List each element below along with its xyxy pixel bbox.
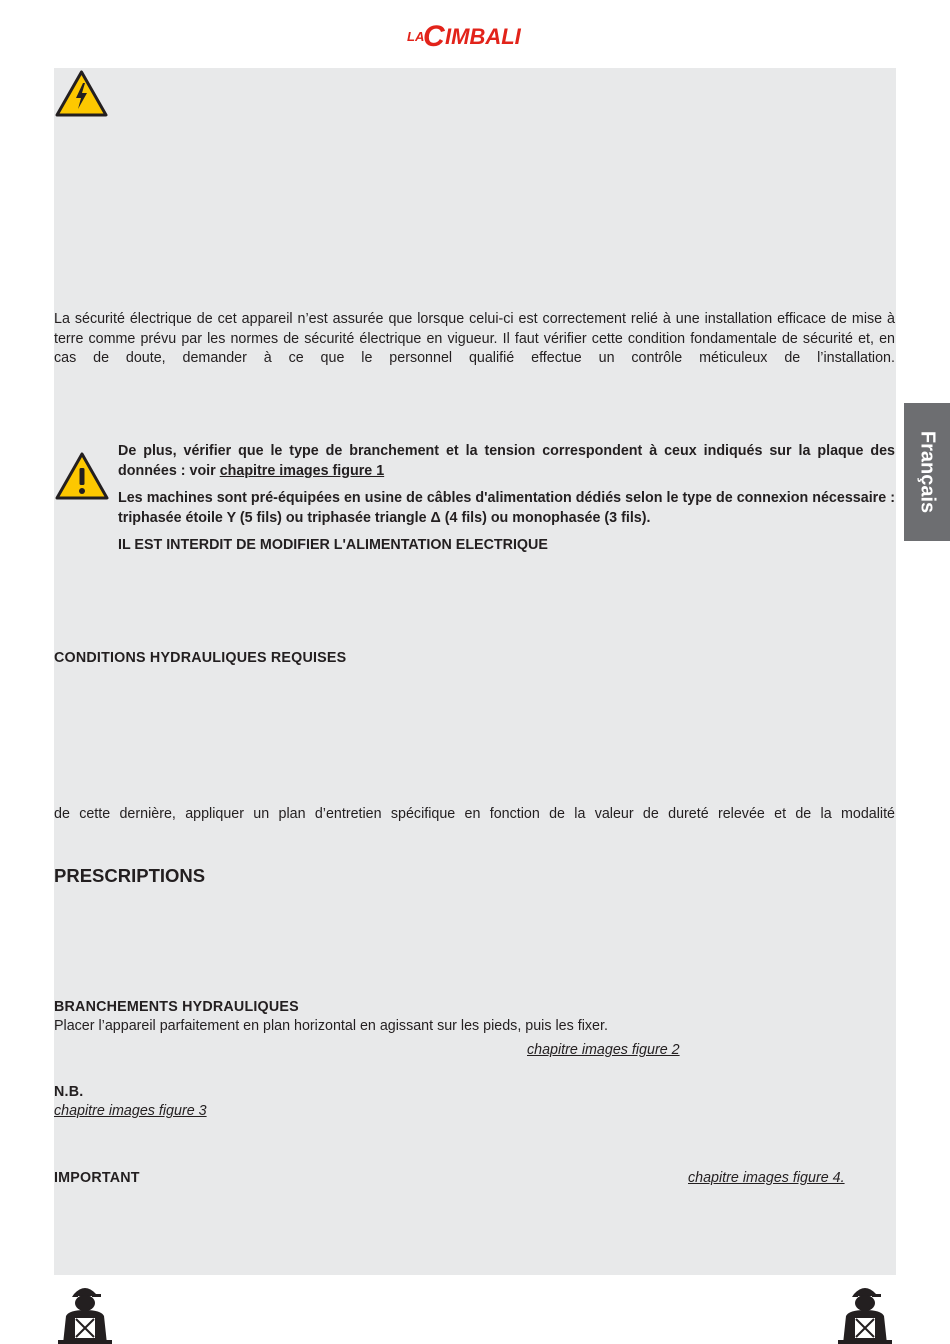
svg-text:C: C — [423, 20, 445, 53]
svg-text:LA: LA — [407, 29, 425, 44]
hydraulic-conditions-heading: CONDITIONS HYDRAULIQUES REQUISES — [54, 650, 347, 666]
technician-right-icon — [834, 1282, 896, 1344]
warning-cable-types: Les machines sont pré-équipées en usine de câbles d'alimentation dédiés selon le type de connexion nécessaire : triphasée étoile Y (5 fils) ou triphasée triangle Δ (4 fils) ou monophasée (3 fils). — [118, 490, 895, 526]
link-figure-1[interactable]: chapitre images figure 1 — [219, 462, 385, 479]
warning-voltage-check — [118, 442, 895, 481]
warning-voltage-text: De plus, vérifier que le type de branchement et la tension correspondent à ceux indiqués sur la plaque des données : voir — [118, 443, 895, 479]
technician-left-icon — [54, 1282, 116, 1344]
electrical-warning-block — [118, 442, 895, 564]
important-label: IMPORTANT — [54, 1170, 140, 1186]
language-tab[interactable] — [904, 403, 950, 541]
level-appliance-text: Placer l’appareil parfaitement en plan horizontal en agissant sur les pieds, puis les fixer. — [54, 1018, 608, 1034]
link-figure-4[interactable]: chapitre images figure 4. — [688, 1170, 845, 1186]
link-figure-2[interactable]: chapitre images figure 2 — [527, 1042, 680, 1058]
electrical-hazard-icon — [54, 69, 109, 118]
nb-label: N.B. — [54, 1084, 84, 1100]
warning-forbidden-modification: IL EST INTERDIT DE MODIFIER L'ALIMENTATION ELECTRIQUE — [118, 537, 548, 553]
hydraulic-connections-heading: BRANCHEMENTS HYDRAULIQUES — [54, 999, 299, 1015]
la-cimbali-logo — [405, 19, 545, 53]
electrical-safety-paragraph: La sécurité électrique de cet appareil n’est assurée que lorsque celui-ci est correctement relié à une installation efficace de mise à terre comme prévu par les normes de sécurité électrique en vigueur. Il faut vérifier cette condition fondamentale de sécurité et, en cas de doute, demander à ce que le personnel qualifié effectue un contrôle méticuleux de l’installation. — [54, 311, 895, 366]
prescriptions-heading: PRESCRIPTIONS — [54, 865, 206, 886]
language-tab-label: Français — [916, 430, 939, 514]
content-background — [54, 68, 896, 1275]
svg-text:IMBALI: IMBALI — [445, 24, 521, 49]
link-figure-3[interactable]: chapitre images figure 3 — [54, 1103, 207, 1119]
warning-icon — [54, 451, 110, 501]
maintenance-plan-line: de cette dernière, appliquer un plan d’entretien spécifique en fonction de la valeur de dureté relevée et de la modalité — [54, 806, 895, 822]
